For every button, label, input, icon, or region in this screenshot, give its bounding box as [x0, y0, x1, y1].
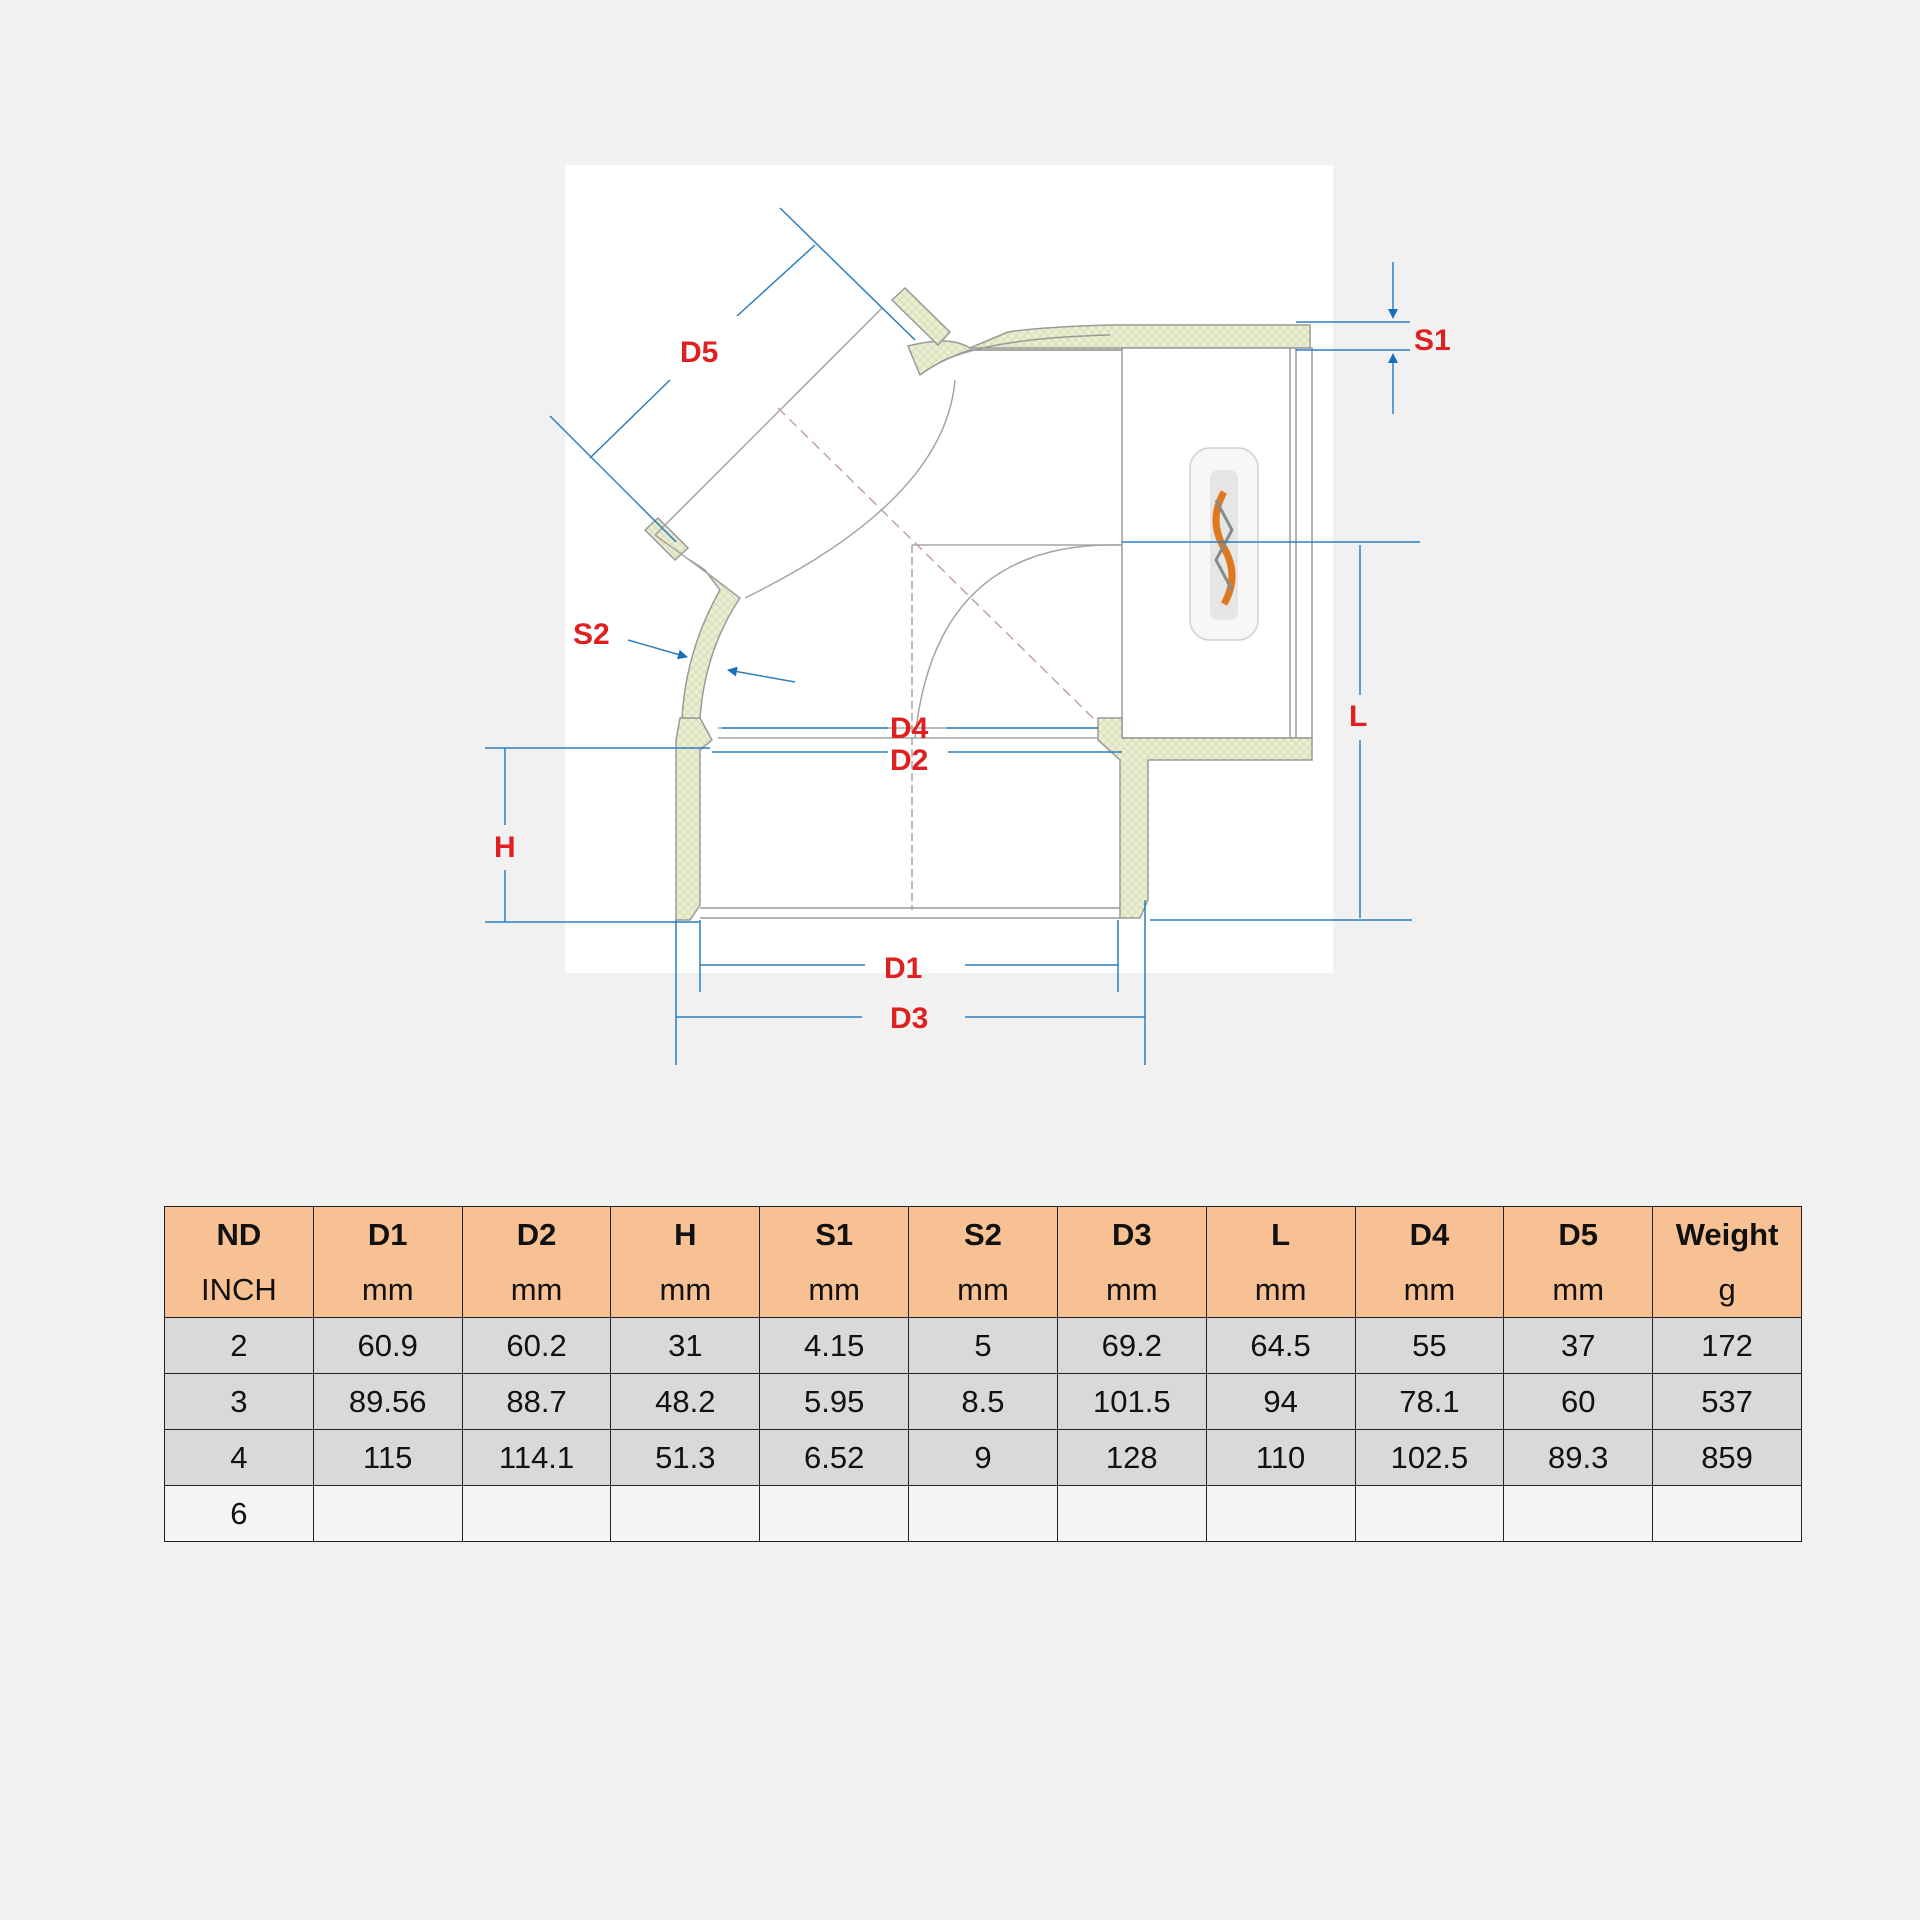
table-cell [1057, 1486, 1206, 1542]
table-cell [313, 1486, 462, 1542]
table-cell: 51.3 [611, 1430, 760, 1486]
table-cell: 60.9 [313, 1318, 462, 1374]
table-cell: 69.2 [1057, 1318, 1206, 1374]
table-cell: 60.2 [462, 1318, 611, 1374]
table-cell: 88.7 [462, 1374, 611, 1430]
header-cell: S1 mm [760, 1207, 909, 1318]
table-cell: 114.1 [462, 1430, 611, 1486]
table-cell [760, 1486, 909, 1542]
table-cell [1504, 1486, 1653, 1542]
table-cell: 9 [909, 1430, 1058, 1486]
table-cell: 6 [165, 1486, 314, 1542]
table-cell: 110 [1206, 1430, 1355, 1486]
header-cell: Weight g [1653, 1207, 1802, 1318]
table-header-row [165, 1207, 1802, 1318]
header-cell: D1 mm [313, 1207, 462, 1318]
table-cell: 4 [165, 1430, 314, 1486]
table-cell: 2 [165, 1318, 314, 1374]
header-cell: L mm [1206, 1207, 1355, 1318]
table-row [165, 1374, 1802, 1430]
brand-logo-icon [1190, 448, 1258, 640]
table-cell: 89.56 [313, 1374, 462, 1430]
table-cell [909, 1486, 1058, 1542]
table-cell: 4.15 [760, 1318, 909, 1374]
table-cell: 55 [1355, 1318, 1504, 1374]
table-cell [1653, 1486, 1802, 1542]
label-d2: D2 [890, 744, 929, 777]
table-cell: 60 [1504, 1374, 1653, 1430]
table-cell: 48.2 [611, 1374, 760, 1430]
table-cell: 537 [1653, 1374, 1802, 1430]
table-cell [462, 1486, 611, 1542]
header-cell: D5 mm [1504, 1207, 1653, 1318]
header-cell: S2 mm [909, 1207, 1058, 1318]
table-cell: 37 [1504, 1318, 1653, 1374]
label-d4: D4 [890, 712, 929, 745]
table-cell: 31 [611, 1318, 760, 1374]
table-cell: 5.95 [760, 1374, 909, 1430]
table-cell: 859 [1653, 1430, 1802, 1486]
table-cell: 3 [165, 1374, 314, 1430]
header-cell: D2 mm [462, 1207, 611, 1318]
label-d3: D3 [890, 1002, 929, 1035]
table-cell [1355, 1486, 1504, 1542]
table-cell: 94 [1206, 1374, 1355, 1430]
table-row [165, 1318, 1802, 1374]
table-cell: 102.5 [1355, 1430, 1504, 1486]
dimensions-table [164, 1206, 1802, 1542]
table-cell: 6.52 [760, 1430, 909, 1486]
table-row [165, 1430, 1802, 1486]
table-cell [1206, 1486, 1355, 1542]
table-cell: 5 [909, 1318, 1058, 1374]
table-cell: 128 [1057, 1430, 1206, 1486]
label-d5: D5 [680, 336, 719, 369]
table-cell: 78.1 [1355, 1374, 1504, 1430]
header-cell: D3 mm [1057, 1207, 1206, 1318]
header-cell: ND INCH [165, 1207, 314, 1318]
label-s2: S2 [573, 618, 610, 651]
table-cell: 89.3 [1504, 1430, 1653, 1486]
table-cell: 115 [313, 1430, 462, 1486]
table-cell: 172 [1653, 1318, 1802, 1374]
label-l: L [1349, 700, 1368, 733]
header-cell: D4 mm [1355, 1207, 1504, 1318]
header-cell: H mm [611, 1207, 760, 1318]
table-cell: 8.5 [909, 1374, 1058, 1430]
table-cell: 64.5 [1206, 1318, 1355, 1374]
table-cell: 101.5 [1057, 1374, 1206, 1430]
label-s1: S1 [1414, 324, 1451, 357]
label-h: H [494, 831, 516, 864]
label-d1: D1 [884, 952, 923, 985]
table-row [165, 1486, 1802, 1542]
table-cell [611, 1486, 760, 1542]
